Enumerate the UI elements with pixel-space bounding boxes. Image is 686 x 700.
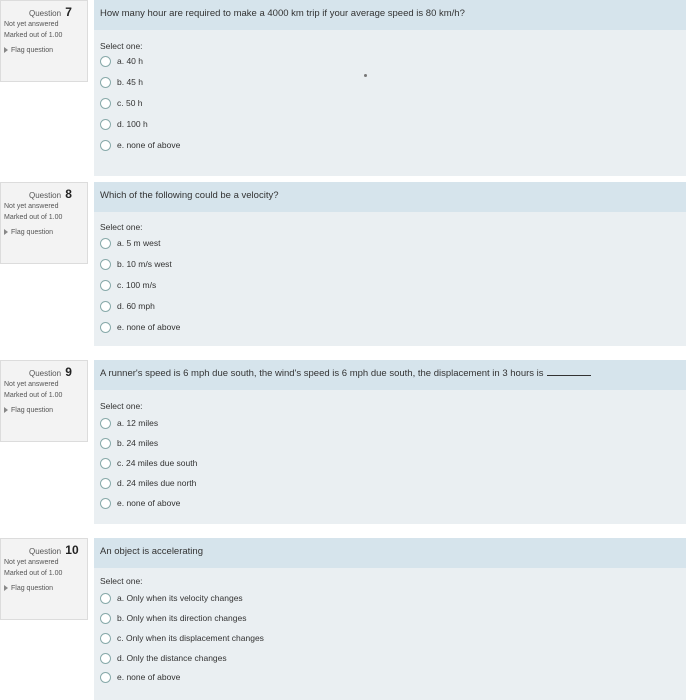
bullet-dot	[364, 74, 367, 77]
question-10	[0, 538, 686, 700]
question-label: Question	[29, 9, 62, 18]
answer-option-e[interactable]	[100, 494, 180, 512]
option-label: c. 50 h	[117, 98, 143, 108]
question-heading	[4, 5, 84, 19]
flag-label: Flag question	[11, 407, 54, 414]
radio-button[interactable]	[100, 498, 111, 509]
answer-option-e[interactable]	[100, 668, 180, 686]
flag-icon	[4, 229, 8, 235]
option-label: d. Only the distance changes	[117, 653, 227, 663]
answer-option-c[interactable]	[100, 276, 156, 294]
question-label: Question	[29, 547, 62, 556]
radio-button[interactable]	[100, 238, 111, 249]
select-one-label: Select one:	[100, 41, 143, 51]
question-number: 8	[65, 187, 72, 201]
flag-label: Flag question	[11, 229, 54, 236]
question-info	[0, 0, 88, 82]
question-status: Not yet answered	[4, 381, 59, 388]
option-label: e. none of above	[117, 140, 181, 150]
radio-button[interactable]	[100, 140, 111, 151]
option-label: e. none of above	[117, 498, 181, 508]
flag-question-link[interactable]	[4, 227, 84, 238]
radio-button[interactable]	[100, 593, 111, 604]
radio-button[interactable]	[100, 322, 111, 333]
answer-option-a[interactable]	[100, 52, 143, 70]
radio-button[interactable]	[100, 613, 111, 624]
radio-button[interactable]	[100, 56, 111, 67]
option-label: a. 5 m west	[117, 238, 161, 248]
option-label: b. 10 m/s west	[117, 259, 172, 269]
question-text: An object is accelerating	[94, 538, 686, 568]
option-label: c. Only when its displacement changes	[117, 633, 264, 643]
question-marks: Marked out of 1.00	[4, 392, 63, 399]
radio-button[interactable]	[100, 301, 111, 312]
answer-option-b[interactable]	[100, 609, 246, 627]
answer-option-d[interactable]	[100, 649, 227, 667]
answer-option-d[interactable]	[100, 474, 196, 492]
question-text-label: A runner's speed is 6 mph due south, the wind's speed is 6 mph due south, the displacement in 3 hours is	[100, 368, 544, 379]
question-label: Question	[29, 191, 62, 200]
answer-blank	[547, 375, 591, 376]
radio-button[interactable]	[100, 438, 111, 449]
option-label: a. Only when its velocity changes	[117, 593, 243, 603]
answer-option-c[interactable]	[100, 629, 264, 647]
option-label: c. 24 miles due south	[117, 458, 198, 468]
question-text: Which of the following could be a velocity?	[94, 182, 686, 212]
question-content	[94, 538, 686, 700]
option-label: a. 12 miles	[117, 418, 159, 428]
flag-question-link[interactable]	[4, 583, 84, 594]
flag-icon	[4, 585, 8, 591]
flag-icon	[4, 407, 8, 413]
answer-option-c[interactable]	[100, 454, 197, 472]
flag-icon	[4, 47, 8, 53]
option-label: d. 100 h	[117, 119, 148, 129]
question-heading	[4, 543, 84, 557]
option-label: e. none of above	[117, 672, 181, 682]
radio-button[interactable]	[100, 77, 111, 88]
option-label: d. 60 mph	[117, 301, 155, 311]
radio-button[interactable]	[100, 280, 111, 291]
question-status: Not yet answered	[4, 559, 59, 566]
question-heading	[4, 187, 84, 201]
option-label: e. none of above	[117, 322, 181, 332]
question-number: 9	[65, 365, 72, 379]
select-one-label: Select one:	[100, 401, 143, 411]
question-marks: Marked out of 1.00	[4, 214, 63, 221]
answer-option-b[interactable]	[100, 434, 158, 452]
radio-button[interactable]	[100, 98, 111, 109]
option-label: a. 40 h	[117, 56, 143, 66]
radio-button[interactable]	[100, 478, 111, 489]
question-8	[0, 182, 686, 352]
answer-option-e[interactable]	[100, 136, 180, 154]
answer-option-d[interactable]	[100, 297, 155, 315]
flag-label: Flag question	[11, 47, 54, 54]
question-text	[94, 360, 686, 390]
option-label: b. Only when its direction changes	[117, 613, 247, 623]
question-text: How many hour are required to make a 4000 km trip if your average speed is 80 km/h?	[94, 0, 686, 30]
option-label: b. 45 h	[117, 77, 143, 87]
radio-button[interactable]	[100, 633, 111, 644]
radio-button[interactable]	[100, 119, 111, 130]
question-number: 7	[65, 5, 72, 19]
question-marks: Marked out of 1.00	[4, 32, 63, 39]
question-content	[94, 182, 686, 346]
question-7	[0, 0, 686, 176]
answer-option-a[interactable]	[100, 234, 160, 252]
question-heading	[4, 365, 84, 379]
answer-option-a[interactable]	[100, 589, 243, 607]
question-status: Not yet answered	[4, 203, 59, 210]
answer-option-c[interactable]	[100, 94, 143, 112]
answer-option-a[interactable]	[100, 414, 158, 432]
answer-option-d[interactable]	[100, 115, 148, 133]
flag-label: Flag question	[11, 585, 54, 592]
question-content	[94, 0, 686, 176]
option-label: c. 100 m/s	[117, 280, 157, 290]
question-info	[0, 182, 88, 264]
flag-question-link[interactable]	[4, 45, 84, 56]
question-info	[0, 538, 88, 620]
question-marks: Marked out of 1.00	[4, 570, 63, 577]
radio-button[interactable]	[100, 458, 111, 469]
question-info	[0, 360, 88, 442]
option-label: d. 24 miles due north	[117, 478, 197, 488]
radio-button[interactable]	[100, 259, 111, 270]
flag-question-link[interactable]	[4, 405, 84, 416]
radio-button[interactable]	[100, 653, 111, 664]
select-one-label: Select one:	[100, 222, 143, 232]
radio-button[interactable]	[100, 418, 111, 429]
question-number: 10	[65, 543, 79, 557]
radio-button[interactable]	[100, 672, 111, 683]
question-label: Question	[29, 369, 62, 378]
answer-option-e[interactable]	[100, 318, 180, 336]
option-label: b. 24 miles	[117, 438, 159, 448]
question-9	[0, 360, 686, 530]
answer-option-b[interactable]	[100, 73, 143, 91]
question-content	[94, 360, 686, 524]
answer-option-b[interactable]	[100, 255, 172, 273]
select-one-label: Select one:	[100, 576, 143, 586]
question-status: Not yet answered	[4, 21, 59, 28]
